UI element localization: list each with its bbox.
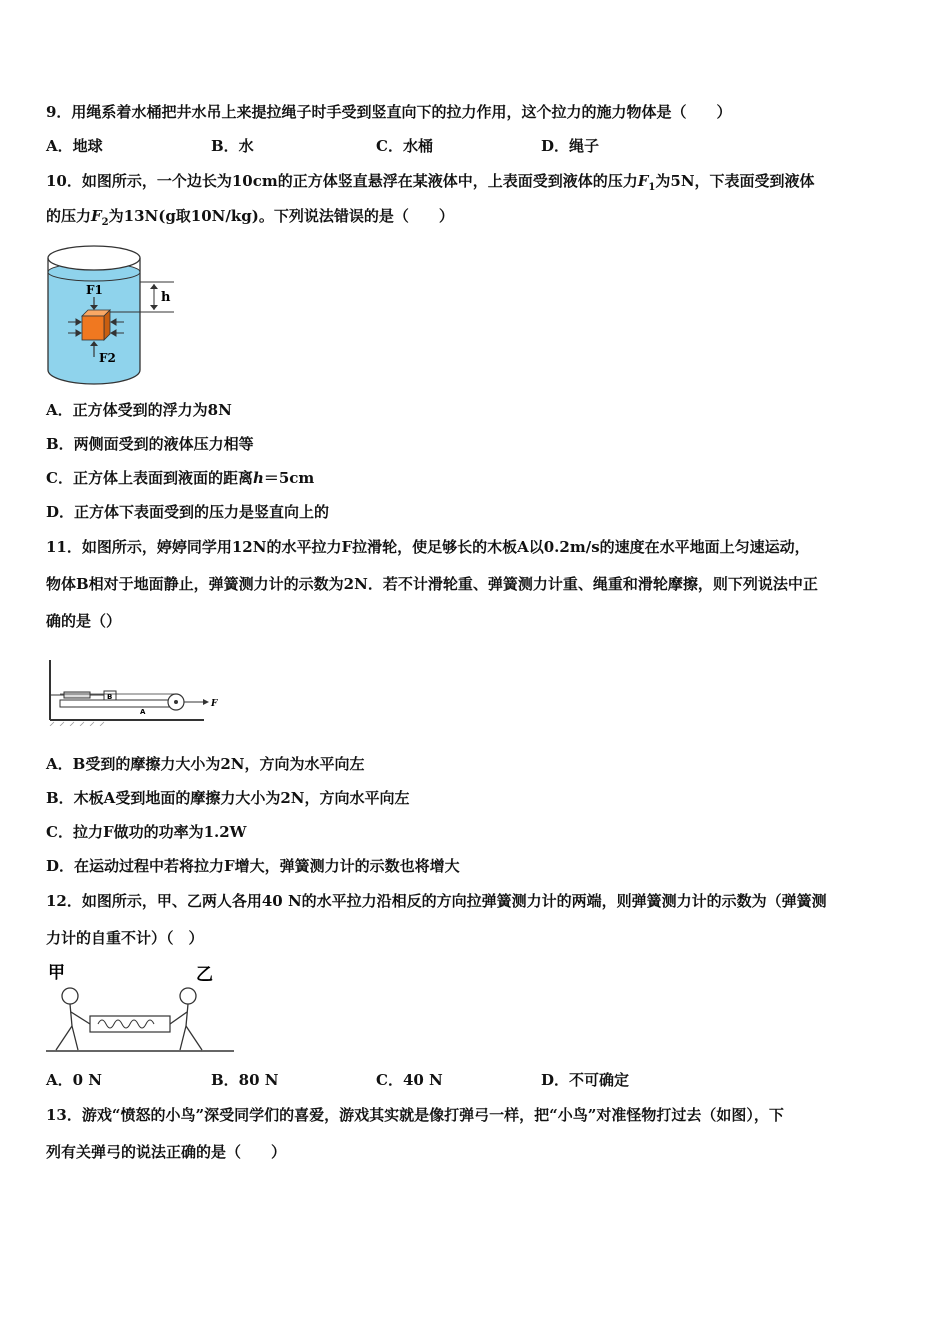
person-yi-label: 乙 [196,965,213,985]
q10-f1-symbol: F [637,172,649,190]
q11-option-b: B．木板A受到地面的摩擦力大小为2N，方向水平向左 [46,789,410,807]
block-b-label: B [107,693,113,701]
ground-hatch [50,722,104,726]
q12-option-b: B．80 N [211,1071,279,1089]
board-a [60,700,180,707]
q10-f2-subscript: 2 [101,217,109,228]
q13-stem-line1: 13．游戏“愤怒的小鸟”深受同学们的喜爱，游戏其实就是像打弹弓一样，把“小鸟”对准怪物打过去（如图），下 [46,1106,784,1124]
q10-stem-part1b: 为5N，下表面受到液体 [655,172,815,190]
q11-option-d: D．在运动过程中若将拉力F增大，弹簧测力计的示数也将增大 [46,857,460,875]
person-jia-label: 甲 [48,963,65,983]
f1-label: F1 [86,283,103,297]
cylinder-rim [48,246,140,270]
q11-option-a: A．B受到的摩擦力大小为2N，方向为水平向左 [46,755,365,773]
q11-option-c: C．拉力F做功的功率为1.2W [46,823,247,841]
q9-option-b: B．水 [211,137,254,155]
q10-stem-line2 [46,206,454,233]
q10-option-d: D．正方体下表面受到的压力是竖直向上的 [46,503,330,521]
q10-option-b: B．两侧面受到的液体压力相等 [46,435,254,453]
q10-f1-subscript: 1 [648,182,656,193]
q10-option-a: A．正方体受到的浮力为8N [46,401,232,419]
h-arrow-top [150,284,158,289]
q9-option-d: D．绳子 [541,137,600,155]
q10-cylinder-figure [44,242,179,390]
person-yi [170,988,202,1050]
board-a-label: A [140,708,146,716]
cube-front-face [82,316,104,340]
q10-stem-part2b: 为13N(g取10N/kg)。下列说法错误的是（ ） [108,207,454,225]
q9-option-a: A．地球 [46,137,103,155]
q10-option-c-text: C．正方体上表面到液面的距离 [46,469,253,487]
q10-option-c-tail: ＝5cm [263,469,315,487]
force-arrowhead [203,699,209,705]
q11-stem-line2: 物体B相对于地面静止，弹簧测力计的示数为2N．若不计滑轮重、弹簧测力计重、绳重和滑轮摩擦，则下列说法中正 [46,575,818,593]
q9-stem: 9．用绳系着水桶把井水吊上来提拉绳子时手受到竖直向下的拉力作用，这个拉力的施力物体是（ ） [46,103,732,121]
q12-stem-line1: 12．如图所示，甲、乙两人各用40 N的水平拉力沿相反的方向拉弹簧测力计的两端，则弹簧测力计的示数为（弹簧测 [46,892,827,910]
q11-stem-line1: 11．如图所示，婷婷同学用12N的水平拉力F拉滑轮，使足够长的木板A以0.2m/s的速度在水平地面上匀速运动， [46,538,810,556]
pulley-axle [174,700,178,704]
q12-option-c: C．40 N [376,1071,443,1089]
spring-scale [64,692,90,698]
q13-stem-line2: 列有关弹弓的说法正确的是（ ） [46,1143,287,1161]
force-label: F [211,699,218,709]
q12-tug-figure [44,958,239,1058]
q10-stem-line1 [46,171,815,198]
h-arrow-bottom [150,305,158,310]
q11-stem-line3: 确的是（） [46,612,122,630]
h-label: h [161,290,171,305]
q10-stem-part1: 10．如图所示，一个边长为10cm的正方体竖直悬浮在某液体中，上表面受到液体的压力 [46,172,638,190]
q10-option-c-var: h [252,469,264,487]
q9-option-c: C．水桶 [376,137,433,155]
q12-option-a: A．0 N [46,1071,103,1089]
q12-stem-line2: 力计的自重不计）（ ） [46,929,204,947]
f2-label: F2 [99,351,116,365]
q10-option-c [46,468,314,488]
q10-f2-symbol: F [91,207,102,225]
q10-stem-part2a: 的压力 [46,207,92,225]
q11-pulley-figure [44,656,224,726]
q12-option-d: D．不可确定 [541,1071,630,1089]
person-jia [56,988,90,1050]
